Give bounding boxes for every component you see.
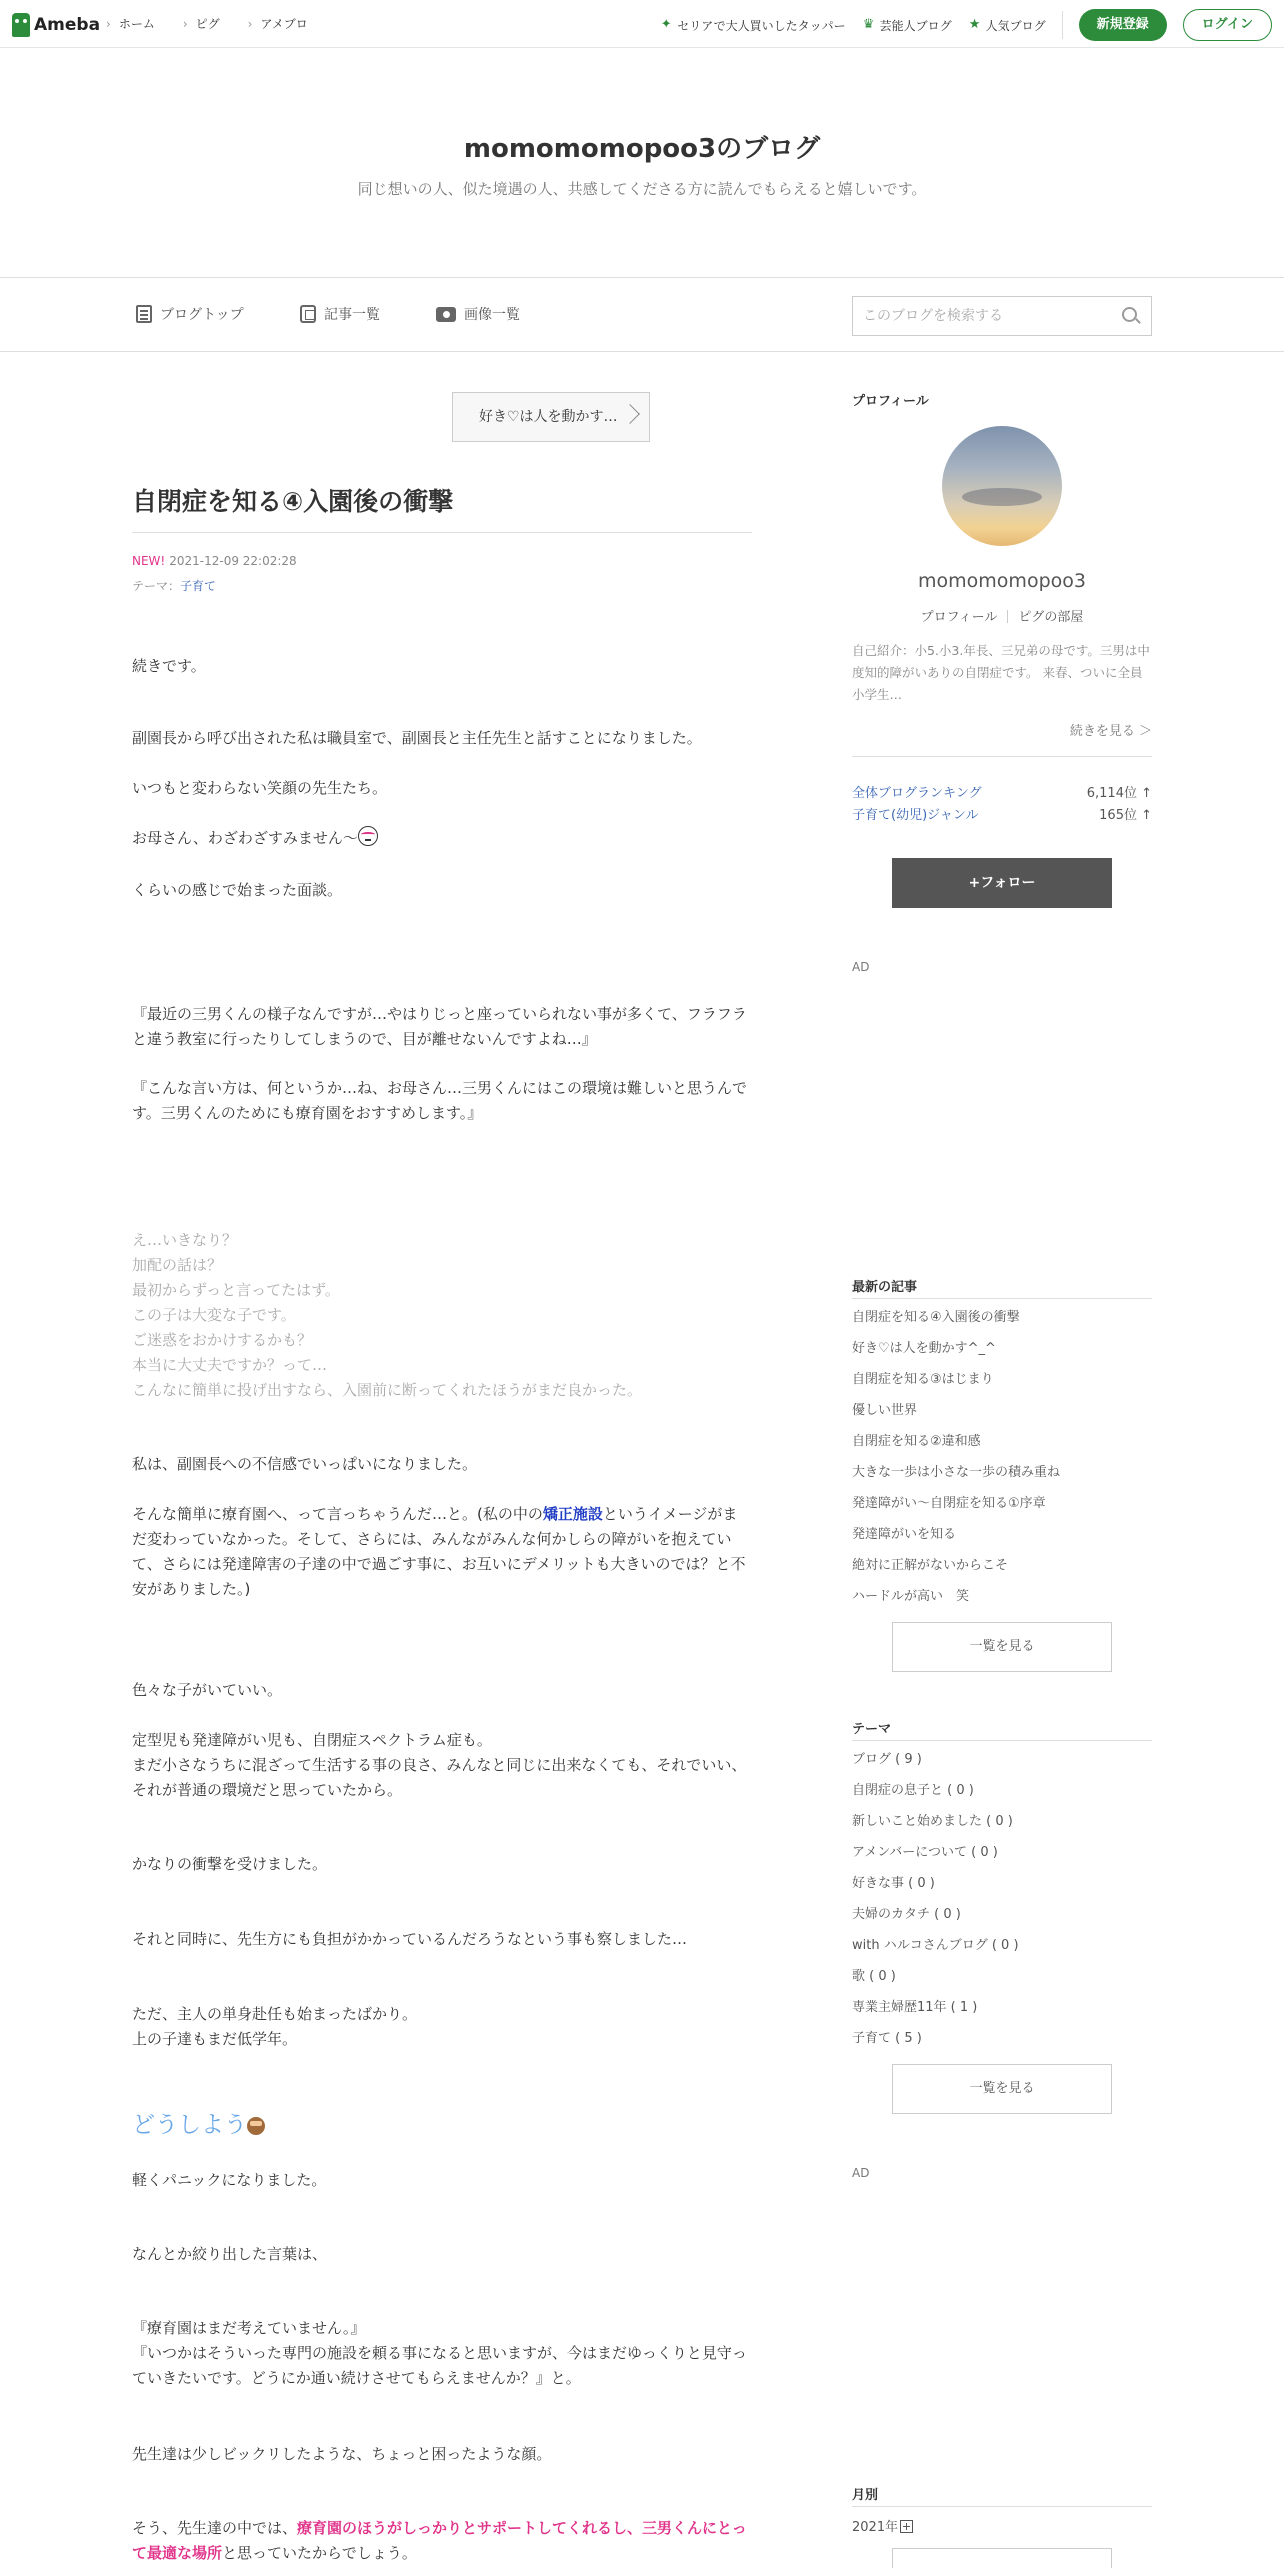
popular-blog-label: 人気ブログ xyxy=(985,18,1046,33)
divider xyxy=(852,756,1152,757)
nav-image-list[interactable] xyxy=(436,304,520,324)
expand-plus-icon[interactable] xyxy=(900,2520,913,2533)
entry-theme-prefix: テーマ： xyxy=(132,579,181,593)
entry-theme-link[interactable]: 子育て xyxy=(180,579,217,593)
recent-item[interactable]: 優しい世界 xyxy=(852,1403,918,1418)
paragraph: 先生達は少しビックリしたような、ちょっと困ったような顔。 xyxy=(132,2445,552,2463)
profile-links xyxy=(852,606,1152,625)
profile-name[interactable]: momomomopoo3 xyxy=(918,570,1086,592)
recent-item[interactable]: 絶対に正解がないからこそ xyxy=(852,1558,1009,1573)
follow-button[interactable]: +フォロー xyxy=(892,858,1112,908)
nav-pigg[interactable]: › ピグ xyxy=(183,15,220,32)
recent-item[interactable]: 好き♡は人を動かす^_^ xyxy=(852,1341,996,1356)
recent-item[interactable]: 発達障がいを知る xyxy=(852,1527,957,1542)
divider xyxy=(132,532,752,533)
recent-item[interactable]: 自閉症を知る②違和感 xyxy=(852,1434,981,1449)
recent-item[interactable]: 発達障がい～自閉症を知る①序章 xyxy=(852,1496,1046,1511)
paragraph: くらいの感じで始まった面談。 xyxy=(132,881,343,899)
paragraph: 『こんな言い方は、何というか…ね、お母さん…三男くんにはこの環境は難しいと思うんです。三男くんのためにも療育園をおすすめします。』 xyxy=(132,1079,748,1122)
nav-blog-top-label: ブログトップ xyxy=(160,307,244,323)
document-icon xyxy=(136,305,152,323)
paragraph: かなりの衝撃を受けました。 xyxy=(132,1855,328,1873)
paragraph: それと同時に、先生方にも負担がかかっているんだろうなという事も察しました… xyxy=(132,1930,688,1948)
section-heading-text: どうしよう xyxy=(132,2112,247,2138)
paragraph xyxy=(132,826,752,851)
paragraph: 『最近の三男くんの様子なんですが…やはりじっと座っていられない事が多くて、フラフラと違う教室に行ったりしてしまうので、目が離せないんですよね…』 xyxy=(132,1005,747,1048)
divider xyxy=(852,1298,1152,1299)
search-icon[interactable] xyxy=(1122,307,1137,322)
paragraph: 定型児も発達障がい児も、自閉症スペクトラム症も。 xyxy=(132,1731,492,1749)
ad-label: AD xyxy=(852,2166,870,2180)
theme-item[interactable]: with ハルコさんブログ ( 0 ) xyxy=(852,1938,1019,1953)
monthly-year-toggle[interactable] xyxy=(852,2512,1152,2543)
celebrity-blog-link[interactable] xyxy=(862,17,952,34)
global-header xyxy=(0,0,1284,48)
crown-icon: ♛ xyxy=(862,17,875,32)
paragraph: 軽くパニックになりました。 xyxy=(132,2171,327,2189)
register-button[interactable]: 新規登録 xyxy=(1079,9,1167,41)
entry-title[interactable]: 自閉症を知る④入園後の衝撃 xyxy=(132,487,454,516)
monthly-year-label: 2021年 xyxy=(852,2520,899,2535)
entry-datetime: 2021-12-09 22:02:28 xyxy=(169,554,297,568)
monthly-heading: 月別 xyxy=(852,2488,879,2503)
gray-line: こんなに簡単に投げ出すなら、入園前に断ってくれたほうがまだ良かった。 xyxy=(132,1381,643,1399)
theme-prev-label: 好き♡は人を動かす… xyxy=(479,409,618,425)
blog-header xyxy=(0,48,1284,278)
monthly-button[interactable] xyxy=(892,2548,1112,2568)
celebrity-blog-label: 芸能人ブログ xyxy=(879,18,952,33)
chevron-right-icon xyxy=(620,404,640,424)
theme-item[interactable]: 歌 ( 0 ) xyxy=(852,1969,896,1984)
search-input[interactable] xyxy=(853,297,1113,335)
sparkle-icon: ✦ xyxy=(660,17,672,32)
divider xyxy=(852,1740,1152,1741)
recent-list xyxy=(852,1302,1152,1612)
paragraph: 副園長から呼び出された私は職員室で、副園長と主任先生と話すことになりました。 xyxy=(132,729,702,747)
paragraph: 『いつかはそういった専門の施設を頼る事になると思いますが、今はまだゆっくりと見守っていきたいです。どうにか通い続けさせてもらえませんか？』と。 xyxy=(132,2344,747,2387)
paragraph xyxy=(132,1502,752,1602)
paragraph: まだ小さなうちに混ざって生活する事の良さ、みんなと同じに出来なくても、それでいい、それが普通の環境だと思っていたから。 xyxy=(132,1756,747,1799)
theme-item[interactable]: 専業主婦歴11年 ( 1 ) xyxy=(852,2000,978,2015)
recent-item[interactable]: ハードルが高い 笑 xyxy=(852,1589,970,1604)
paragraph-text: というイメージがまだ変わっていなかった。そして、さらには、みんながみんな何かしらの障がいを抱えていて、さらには発達障害の子達の中で過ごす事に、お互いにデメリットも大きいのでは？と不安がありました。) xyxy=(132,1505,746,1598)
star-icon: ★ xyxy=(968,17,981,32)
section-heading xyxy=(132,2106,265,2139)
paragraph: 色々な子がいていい。 xyxy=(132,1681,283,1699)
blog-search xyxy=(852,296,1152,336)
themes-heading: テーマ xyxy=(852,1722,892,1737)
paragraph: なんとか絞り出した言葉は、 xyxy=(132,2245,328,2263)
theme-item[interactable]: アメンバーについて ( 0 ) xyxy=(852,1845,998,1860)
ranking-label: 子育て(幼児)ジャンル xyxy=(852,808,979,823)
global-nav xyxy=(106,15,308,32)
theme-item[interactable]: ブログ ( 9 ) xyxy=(852,1752,922,1767)
divider xyxy=(1062,11,1063,39)
profile-link[interactable]: プロフィール xyxy=(920,610,998,625)
paragraph: 私は、副園長への不信感でいっぱいになりました。 xyxy=(132,1455,478,1473)
divider xyxy=(852,2506,1152,2507)
see-all-themes-button[interactable]: 一覧を見る xyxy=(892,2064,1112,2114)
highlight-text: 療育園のほうがしっかりとサポートしてくれるし、三男くんにとって最適な場所 xyxy=(132,2519,747,2562)
paragraph-text: そう、先生達の中では、 xyxy=(132,2519,298,2537)
avatar[interactable] xyxy=(942,426,1062,546)
paragraph: 上の子達もまだ低学年。 xyxy=(132,2030,298,2048)
theme-prev-button[interactable] xyxy=(452,392,650,442)
profile-intro: 自己紹介：小5.小3.年長、三兄弟の母です。三男は中度知的障がいありの自閉症です。 来春、ついに全員小学生… xyxy=(852,643,1150,702)
ranking-row[interactable] xyxy=(852,782,1152,801)
theme-item[interactable]: 自閉症の息子と ( 0 ) xyxy=(852,1783,974,1798)
profile-heading: プロフィール xyxy=(852,394,929,409)
ranking-value: 6,114位 ↑ xyxy=(1086,786,1152,801)
gray-line: この子は大変な子です。 xyxy=(132,1306,296,1324)
blog-title[interactable]: momomomopoo3のブログ xyxy=(463,134,821,164)
theme-item[interactable]: 夫婦のカタチ ( 0 ) xyxy=(852,1907,961,1922)
new-badge: NEW! xyxy=(132,554,166,568)
nav-entry-list[interactable] xyxy=(300,304,380,324)
entry-meta xyxy=(132,554,297,568)
monthly-list xyxy=(852,2512,1152,2543)
blog-description: 同じ想いの人、似た境遇の人、共感してくださる方に読んでもらえると嬉しいです。 xyxy=(357,180,927,198)
trend-link-label: セリアで大人買いしたタッパー xyxy=(677,18,846,33)
paragraph xyxy=(132,2516,752,2566)
recent-item[interactable]: 自閉症を知る③はじまり xyxy=(852,1372,994,1387)
nav-image-list-label: 画像一覧 xyxy=(464,307,520,323)
theme-item[interactable]: 子育て ( 5 ) xyxy=(852,2031,922,2046)
header-right xyxy=(659,9,1272,41)
logo-text: Ameba xyxy=(34,15,101,35)
ad-label: AD xyxy=(852,960,870,974)
gray-line: ご迷惑をおかけするかも？ xyxy=(132,1331,313,1349)
theme-item[interactable]: 新しいこと始めました ( 0 ) xyxy=(852,1814,1013,1829)
trend-link[interactable] xyxy=(659,17,845,34)
paragraph: 『療育園はまだ考えていません。』 xyxy=(132,2319,366,2337)
read-more-link[interactable]: 続きを見る ＞ xyxy=(1069,724,1152,739)
recent-heading: 最新の記事 xyxy=(852,1280,918,1295)
paragraph-text: お母さん、わざわざすみません〜 xyxy=(132,829,358,847)
gray-line: 加配の話は？ xyxy=(132,1256,223,1274)
ameba-logo[interactable] xyxy=(12,12,100,38)
recent-item[interactable]: 大きな一歩は小さな一歩の積み重ね xyxy=(852,1465,1061,1480)
sweat-smile-emoji-icon xyxy=(358,826,378,846)
paragraph-text: そんな簡単に療育園へ、って言っちゃうんだ…と。(私の中の xyxy=(132,1505,543,1523)
blog-nav xyxy=(0,278,1284,352)
camera-icon xyxy=(436,307,456,322)
nav-blog-top[interactable] xyxy=(136,304,244,324)
entry-theme xyxy=(132,577,216,594)
login-button[interactable]: ログイン xyxy=(1183,9,1272,41)
nav-ameblo[interactable]: › アメブロ xyxy=(248,15,308,32)
nav-home[interactable]: › ホーム xyxy=(106,15,155,32)
copy-icon xyxy=(300,305,316,323)
nav-entry-list-label: 記事一覧 xyxy=(324,307,380,323)
keyword-link[interactable]: 矯正施設 xyxy=(542,1505,603,1523)
theme-item[interactable]: 好きな事 ( 0 ) xyxy=(852,1876,935,1891)
pigg-room-link[interactable]: ピグの部屋 xyxy=(1018,610,1084,625)
ameba-mascot-icon xyxy=(12,13,30,37)
ranking-label: 全体ブログランキング xyxy=(852,786,982,801)
recent-item[interactable]: 自閉症を知る④入園後の衝撃 xyxy=(852,1310,1020,1325)
ranking-value: 165位 ↑ xyxy=(1099,808,1152,823)
divider xyxy=(1007,610,1008,623)
see-all-recent-button[interactable]: 一覧を見る xyxy=(892,1622,1112,1672)
paragraph-text: と思っていたからでしょう。 xyxy=(222,2544,417,2562)
monkey-emoji-icon xyxy=(247,2117,265,2135)
paragraph: いつもと変わらない笑顔の先生たち。 xyxy=(132,779,388,797)
themes-list xyxy=(852,1744,1152,2054)
popular-blog-link[interactable] xyxy=(968,17,1046,34)
gray-line: え…いきなり？ xyxy=(132,1231,238,1249)
gray-line: 最初からずっと言ってたはず。 xyxy=(132,1281,340,1299)
ranking-row[interactable] xyxy=(852,804,1152,823)
paragraph: 続きです。 xyxy=(132,657,206,675)
paragraph: ただ、主人の単身赴任も始まったばかり。 xyxy=(132,2005,418,2023)
gray-line: 本当に大丈夫ですか？って… xyxy=(132,1356,328,1374)
